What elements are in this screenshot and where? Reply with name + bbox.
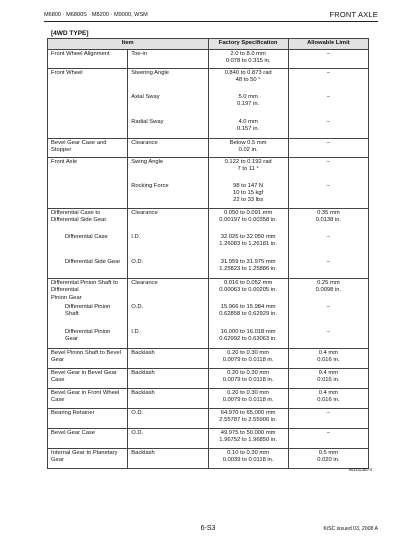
item-cell: Differential Pinion Gear — [48, 329, 128, 349]
column-header-factory-spec: Factory Specification — [208, 39, 288, 50]
factory-spec-cell: 0.10 to 0.30 mm 0.0039 to 0.0118 in. — [208, 449, 288, 469]
factory-spec-cell: 31.959 to 31.975 mm 1.25823 to 1.25886 in. — [208, 259, 288, 279]
sub-item-cell: I.D. — [128, 329, 208, 349]
table-row — [48, 329, 369, 349]
factory-spec-cell: Below 0.5 mm 0.02 in. — [208, 139, 288, 158]
factory-spec-cell: 0.016 to 0.052 mm 0.00063 to 0.00205 in. — [208, 279, 288, 304]
item-cell: Front Wheel Alignment — [48, 50, 128, 69]
reference-code: W1013874 — [348, 468, 372, 473]
allowable-limit-cell: – — [288, 409, 368, 429]
table-row — [48, 304, 369, 329]
factory-spec-cell: 0.20 to 0.30 mm 0.0079 to 0.0118 in. — [208, 389, 288, 409]
column-header-allowable-limit: Allowable Limit — [288, 39, 368, 50]
allowable-limit-cell: – — [288, 139, 368, 158]
table-row — [48, 139, 369, 158]
item-cell: Differential Pinion Shaft — [48, 304, 128, 329]
item-cell: Bevel Pinion Shaft to Bevel Gear — [48, 349, 128, 369]
item-cell — [48, 119, 128, 139]
allowable-limit-cell: – — [288, 259, 368, 279]
allowable-limit-cell: 0.4 mm 0.016 in. — [288, 389, 368, 409]
table-row — [48, 158, 369, 183]
table-row — [48, 94, 369, 119]
table-row — [48, 209, 369, 234]
item-cell: Bevel Gear in Bevel Gear Case — [48, 369, 128, 389]
allowable-limit-cell: – — [288, 158, 368, 183]
factory-spec-cell: 0.20 to 0.30 mm 0.0079 to 0.0118 in. — [208, 369, 288, 389]
column-header-item: Item — [48, 39, 209, 50]
table-body — [48, 50, 369, 469]
factory-spec-cell: 2.0 to 8.0 mm 0.078 to 0.315 in. — [208, 50, 288, 69]
allowable-limit-cell: – — [288, 329, 368, 349]
sub-item-cell: O.D. — [128, 409, 208, 429]
factory-spec-cell: 0.840 to 0.873 rad 48 to 50 ° — [208, 69, 288, 94]
sub-item-cell: O.D. — [128, 259, 208, 279]
factory-spec-cell: 4.0 mm 0.157 in. — [208, 119, 288, 139]
header-divider — [44, 21, 378, 22]
allowable-limit-cell: 0.35 mm 0.0138 in. — [288, 209, 368, 234]
factory-spec-cell: 5.0 mm 0.197 in. — [208, 94, 288, 119]
allowable-limit-cell: – — [288, 304, 368, 329]
item-cell: Bearing Retainer — [48, 409, 128, 429]
table-row — [48, 349, 369, 369]
sub-item-cell: I.D. — [128, 234, 208, 259]
sub-item-cell: Clearance — [128, 279, 208, 304]
table-row — [48, 429, 369, 449]
sub-item-cell: Toe-in — [128, 50, 208, 69]
allowable-limit-cell: – — [288, 429, 368, 449]
factory-spec-cell: 0.050 to 0.091 mm 0.00197 to 0.00358 in. — [208, 209, 288, 234]
sub-item-cell: O.D. — [128, 429, 208, 449]
page-number: 6-S3 — [200, 525, 216, 532]
table-row — [48, 69, 369, 94]
header-models: M6800 · M6800S · M8200 · M9000, WSM — [44, 12, 148, 18]
item-cell — [48, 94, 128, 119]
sub-item-cell: Backlash — [128, 349, 208, 369]
item-cell: Differential Side Gear — [48, 259, 128, 279]
item-cell: Differential Pinion Shaft to Differential Pinion Gear — [48, 279, 128, 304]
sub-item-cell: Backlash — [128, 389, 208, 409]
factory-spec-cell: 64.970 to 65.000 mm 2.55787 to 2.55906 in. — [208, 409, 288, 429]
item-cell: Bevel Gear Case — [48, 429, 128, 449]
sub-item-cell: Radial Sway — [128, 119, 208, 139]
factory-spec-cell: 0.20 to 0.30 mm 0.0079 to 0.0118 in. — [208, 349, 288, 369]
item-cell: Internal Gear to Planetary Gear — [48, 449, 128, 469]
specification-table — [47, 38, 369, 469]
allowable-limit-cell: – — [288, 94, 368, 119]
item-cell: Front Axle — [48, 158, 128, 183]
table-row — [48, 449, 369, 469]
allowable-limit-cell: – — [288, 50, 368, 69]
table-row — [48, 409, 369, 429]
factory-spec-cell: 49.975 to 50.000 mm 1.96752 to 1.96850 in. — [208, 429, 288, 449]
table-row — [48, 50, 369, 69]
sub-item-cell: Steering Angle — [128, 69, 208, 94]
sub-item-cell: O.D. — [128, 304, 208, 329]
allowable-limit-cell: 0.4 mm 0.016 in. — [288, 369, 368, 389]
item-cell: Differential Case — [48, 234, 128, 259]
allowable-limit-cell: 0.25 mm 0.0098 in. — [288, 279, 368, 304]
table-row — [48, 389, 369, 409]
sub-item-cell: Backlash — [128, 369, 208, 389]
item-cell: Bevel Gear in Front Wheel Case — [48, 389, 128, 409]
section-title: FRONT AXLE — [329, 10, 378, 19]
sub-item-cell: Rocking Force — [128, 183, 208, 209]
factory-spec-cell: 98 to 147 N 10 to 15 kgf 22 to 33 lbs — [208, 183, 288, 209]
allowable-limit-cell: 0.5 mm 0.020 in. — [288, 449, 368, 469]
table-row — [48, 279, 369, 304]
allowable-limit-cell: – — [288, 69, 368, 94]
factory-spec-cell: 0.122 to 0.192 rad 7 to 11 ° — [208, 158, 288, 183]
item-cell: Front Wheel — [48, 69, 128, 94]
table-row — [48, 259, 369, 279]
allowable-limit-cell: – — [288, 234, 368, 259]
allowable-limit-cell: – — [288, 183, 368, 209]
table-row — [48, 119, 369, 139]
item-cell: Differential Case to Differential Side Gear — [48, 209, 128, 234]
allowable-limit-cell: 0.4 mm 0.016 in. — [288, 349, 368, 369]
allowable-limit-cell: – — [288, 119, 368, 139]
table-row — [48, 234, 369, 259]
sub-item-cell: Swing Angle — [128, 158, 208, 183]
factory-spec-cell: 16.000 to 16.018 mm 0.62992 to 0.63063 in. — [208, 329, 288, 349]
table-header-row — [48, 39, 369, 50]
item-cell — [48, 183, 128, 209]
type-label: [4WD TYPE] — [51, 30, 89, 37]
sub-item-cell: Axial Sway — [128, 94, 208, 119]
sub-item-cell: Clearance — [128, 209, 208, 234]
factory-spec-cell: 32.025 to 32.050 mm 1.26083 to 1.26181 in. — [208, 234, 288, 259]
sub-item-cell: Clearance — [128, 139, 208, 158]
item-cell: Bevel Gear Case and Stopper — [48, 139, 128, 158]
sub-item-cell: Backlash — [128, 449, 208, 469]
issue-note: KiSC issued 03, 2008 A — [323, 526, 378, 532]
table-row — [48, 183, 369, 209]
table-row — [48, 369, 369, 389]
factory-spec-cell: 15.966 to 15.984 mm 0.62858 to 0.62929 in. — [208, 304, 288, 329]
